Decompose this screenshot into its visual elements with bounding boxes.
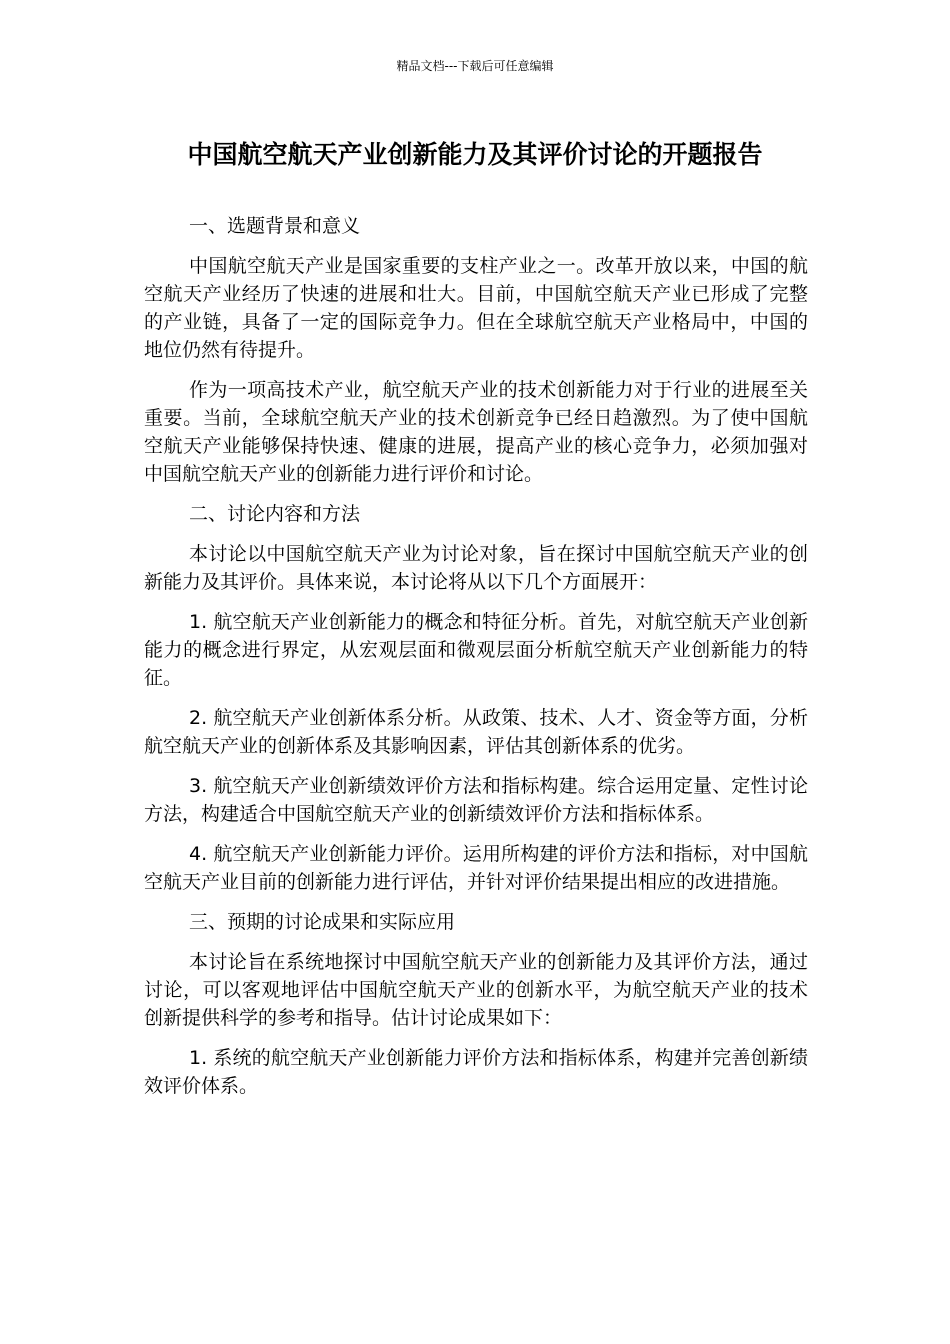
page-header-note: 精品文档---下载后可任意编辑 — [396, 59, 554, 73]
paragraph-research-scope: 本讨论以中国航空航天产业为讨论对象，旨在探讨中国航空航天产业的创新能力及其评价。具体来说，本讨论将从以下几个方面展开： — [144, 543, 808, 593]
section-heading-content-methods: 二、讨论内容和方法 — [189, 503, 361, 525]
list-item-4-capability-evaluation: 4. 航空航天产业创新能力评价。运用所构建的评价方法和指标，对中国航空航天产业目前的创新能力进行评估，并针对评价结果提出相应的改进措施。 — [144, 843, 808, 893]
paragraph-innovation-importance: 作为一项高技术产业，航空航天产业的技术创新能力对于行业的进展至关重要。当前，全球航空航天产业的技术创新竞争已经日趋激烈。为了使中国航空航天产业能够保持快速、健康的进展，提高产业的核心竞争力，必须加强对中国航空航天产业的创新能力进行评价和讨论。 — [144, 379, 808, 485]
list-item-3-evaluation-method: 3. 航空航天产业创新绩效评价方法和指标构建。综合运用定量、定性讨论方法，构建适合中国航空航天产业的创新绩效评价方法和指标体系。 — [144, 775, 808, 825]
paragraph-industry-overview: 中国航空航天产业是国家重要的支柱产业之一。改革开放以来，中国的航空航天产业经历了快速的进展和壮大。目前，中国航空航天产业已形成了完整的产业链，具备了一定的国际竞争力。但在全球航空航天产业格局中，中国的地位仍然有待提升。 — [144, 255, 808, 361]
list-item-result-1: 1. 系统的航空航天产业创新能力评价方法和指标体系，构建并完善创新绩效评价体系。 — [144, 1047, 808, 1097]
document-body — [144, 212, 808, 1112]
section-heading-expected-results: 三、预期的讨论成果和实际应用 — [189, 911, 456, 933]
section-heading-background: 一、选题背景和意义 — [189, 215, 361, 237]
list-item-1-concept-analysis: 1. 航空航天产业创新能力的概念和特征分析。首先，对航空航天产业创新能力的概念进行界定，从宏观层面和微观层面分析航空航天产业创新能力的特征。 — [144, 611, 808, 689]
document-title: 中国航空航天产业创新能力及其评价讨论的开题报告 — [187, 140, 763, 169]
paragraph-expected-results: 本讨论旨在系统地探讨中国航空航天产业的创新能力及其评价方法，通过讨论，可以客观地评估中国航空航天产业的创新水平，为航空航天产业的技术创新提供科学的参考和指导。估计讨论成果如下： — [144, 951, 808, 1029]
list-item-2-system-analysis: 2. 航空航天产业创新体系分析。从政策、技术、人才、资金等方面，分析航空航天产业的创新体系及其影响因素，评估其创新体系的优劣。 — [144, 707, 808, 757]
